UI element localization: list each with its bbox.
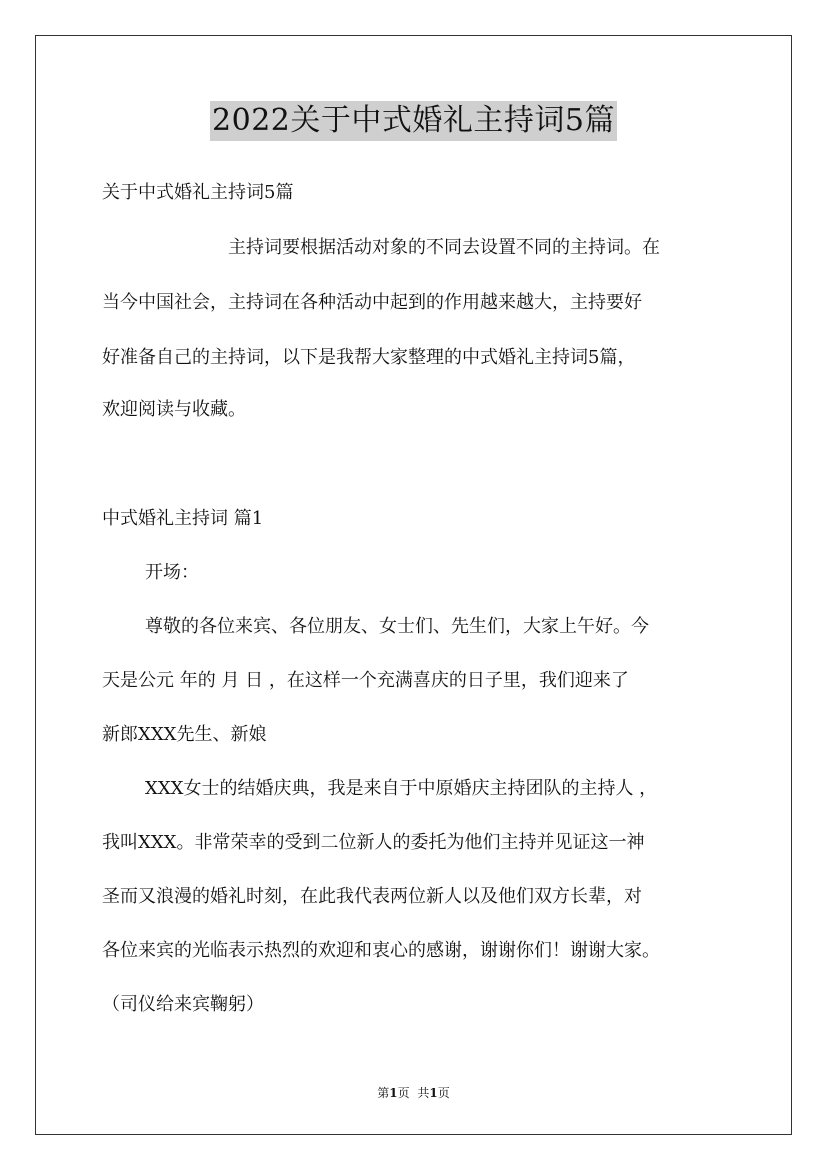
body-line-2: 天是公元 年的 月 日 ，在这样一个充满喜庆的日子里，我们迎来了 xyxy=(102,670,629,691)
title-container xyxy=(0,101,827,141)
body-line-3: 新郎XXX先生、新娘 xyxy=(102,724,267,745)
footer-total-suffix: 页 xyxy=(437,1086,450,1100)
body-line-7: 各位来宾的光临表示热烈的欢迎和衷心的感谢，谢谢你们！谢谢大家。 xyxy=(102,940,660,961)
intro-line-1: 主持词要根据活动对象的不同去设置不同的主持词。在 xyxy=(228,237,660,258)
body-line-8: （司仪给来宾鞠躬） xyxy=(102,994,264,1015)
intro-line-2: 当今中国社会，主持词在各种活动中起到的作用越来越大，主持要好 xyxy=(102,292,642,313)
body-line-6: 圣而又浪漫的婚礼时刻，在此我代表两位新人以及他们双方长辈，对 xyxy=(102,886,642,907)
page-footer xyxy=(0,1085,827,1101)
document-subtitle: 关于中式婚礼主持词5篇 xyxy=(102,182,294,203)
opening-label: 开场： xyxy=(145,562,199,583)
intro-line-3: 好准备自己的主持词，以下是我帮大家整理的中式婚礼主持词5篇， xyxy=(102,347,636,368)
footer-total-prefix: 共 xyxy=(417,1086,430,1100)
footer-page-number: 1 xyxy=(389,1086,398,1100)
body-line-4: XXX女士的结婚庆典，我是来自于中原婚庆主持团队的主持人 ， xyxy=(145,778,658,799)
intro-line-4: 欢迎阅读与收藏。 xyxy=(102,399,246,420)
body-line-5: 我叫XXX。非常荣幸的受到二位新人的委托为他们主持并见证这一神 xyxy=(102,832,645,853)
footer-page-suffix: 页 xyxy=(397,1086,410,1100)
section-heading: 中式婚礼主持词 篇1 xyxy=(102,508,264,529)
footer-total-number: 1 xyxy=(429,1086,438,1100)
body-line-1: 尊敬的各位来宾、各位朋友、女士们、先生们，大家上午好。今 xyxy=(145,616,649,637)
footer-page-prefix: 第 xyxy=(377,1086,390,1100)
document-title: 2022关于中式婚礼主持词5篇 xyxy=(210,101,617,141)
